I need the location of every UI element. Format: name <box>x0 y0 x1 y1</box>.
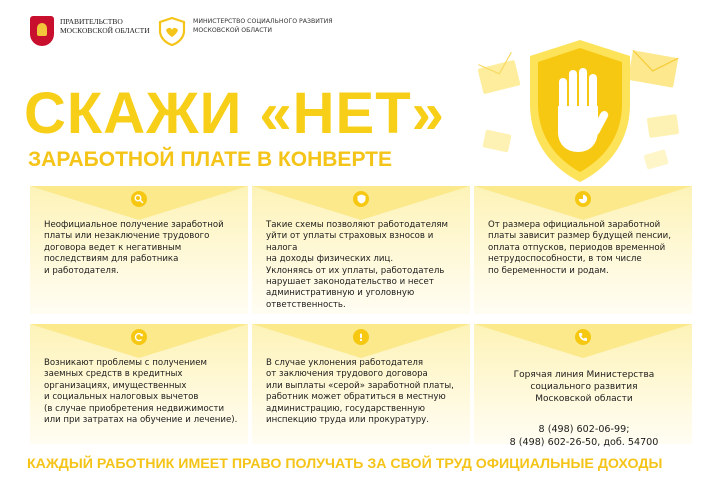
hotline-block <box>482 358 686 460</box>
magnifier-icon <box>131 191 147 207</box>
card-text: От размера официальной заработной платы зависит размер будущей пенсии, оплата отпусков, периодов временной нетрудоспособности, в том числе по беременности и родам. <box>488 220 671 276</box>
hotline-title: Горячая линия Министерства социального развития Московской области <box>513 370 655 405</box>
card-text: В случае уклонения работодателя от заключения трудового договора или выплаты «серой» заработной платы, работник может обратиться в местную администрацию, государственную инспекцию труда или прокуратуру. <box>266 358 454 426</box>
info-card-schemes <box>252 186 470 314</box>
page-subtitle: ЗАРАБОТНОЙ ПЛАТЕ В КОНВЕРТЕ <box>28 148 393 171</box>
stop-hand-shield-icon <box>470 34 690 189</box>
info-card-informal-salary <box>30 186 248 314</box>
hotline-phones: 8 (498) 602-06-99; 8 (498) 602-26-50, доб. 54700 <box>509 423 659 448</box>
info-card-credit-problems <box>30 324 248 444</box>
page-title: СКАЖИ «НЕТ» <box>24 81 445 146</box>
ministry-logo-icon <box>158 16 186 46</box>
alert-icon <box>353 329 369 345</box>
pie-chart-icon <box>575 191 591 207</box>
card-text: Такие схемы позволяют работодателям уйти от уплаты страховых взносов и налога на доходы физических лиц. Уклоняясь от их уплаты, работодатель нарушает законодательство и несет административную и уголовную ответственность. <box>266 220 449 310</box>
shield-icon <box>353 191 369 207</box>
card-text: Неофициальное получение заработной платы или незаключение трудового договора ведет к негативным последствиям для работника и работодателя. <box>44 220 224 276</box>
info-card-complaint <box>252 324 470 444</box>
moscow-region-crest-icon <box>30 16 54 46</box>
phone-icon <box>575 329 591 345</box>
info-card-pension <box>474 186 692 314</box>
footer-slogan: КАЖДЫЙ РАБОТНИК ИМЕЕТ ПРАВО ПОЛУЧАТЬ ЗА СВОЙ ТРУД ОФИЦИАЛЬНЫЕ ДОХОДЫ <box>27 456 663 472</box>
card-text: Возникают проблемы с получением заемных средств в кредитных организациях, имущественных и социальных налоговых вычетов (в случае приобретения недвижимости или при затратах на обучение и лечение). <box>44 358 238 426</box>
info-card-hotline <box>474 324 692 448</box>
government-name: ПРАВИТЕЛЬСТВО МОСКОВСКОЙ ОБЛАСТИ <box>60 17 150 35</box>
refresh-icon <box>131 329 147 345</box>
ministry-name: МИНИСТЕРСТВО СОЦИАЛЬНОГО РАЗВИТИЯ МОСКОВСКОЙ ОБЛАСТИ <box>193 18 333 34</box>
